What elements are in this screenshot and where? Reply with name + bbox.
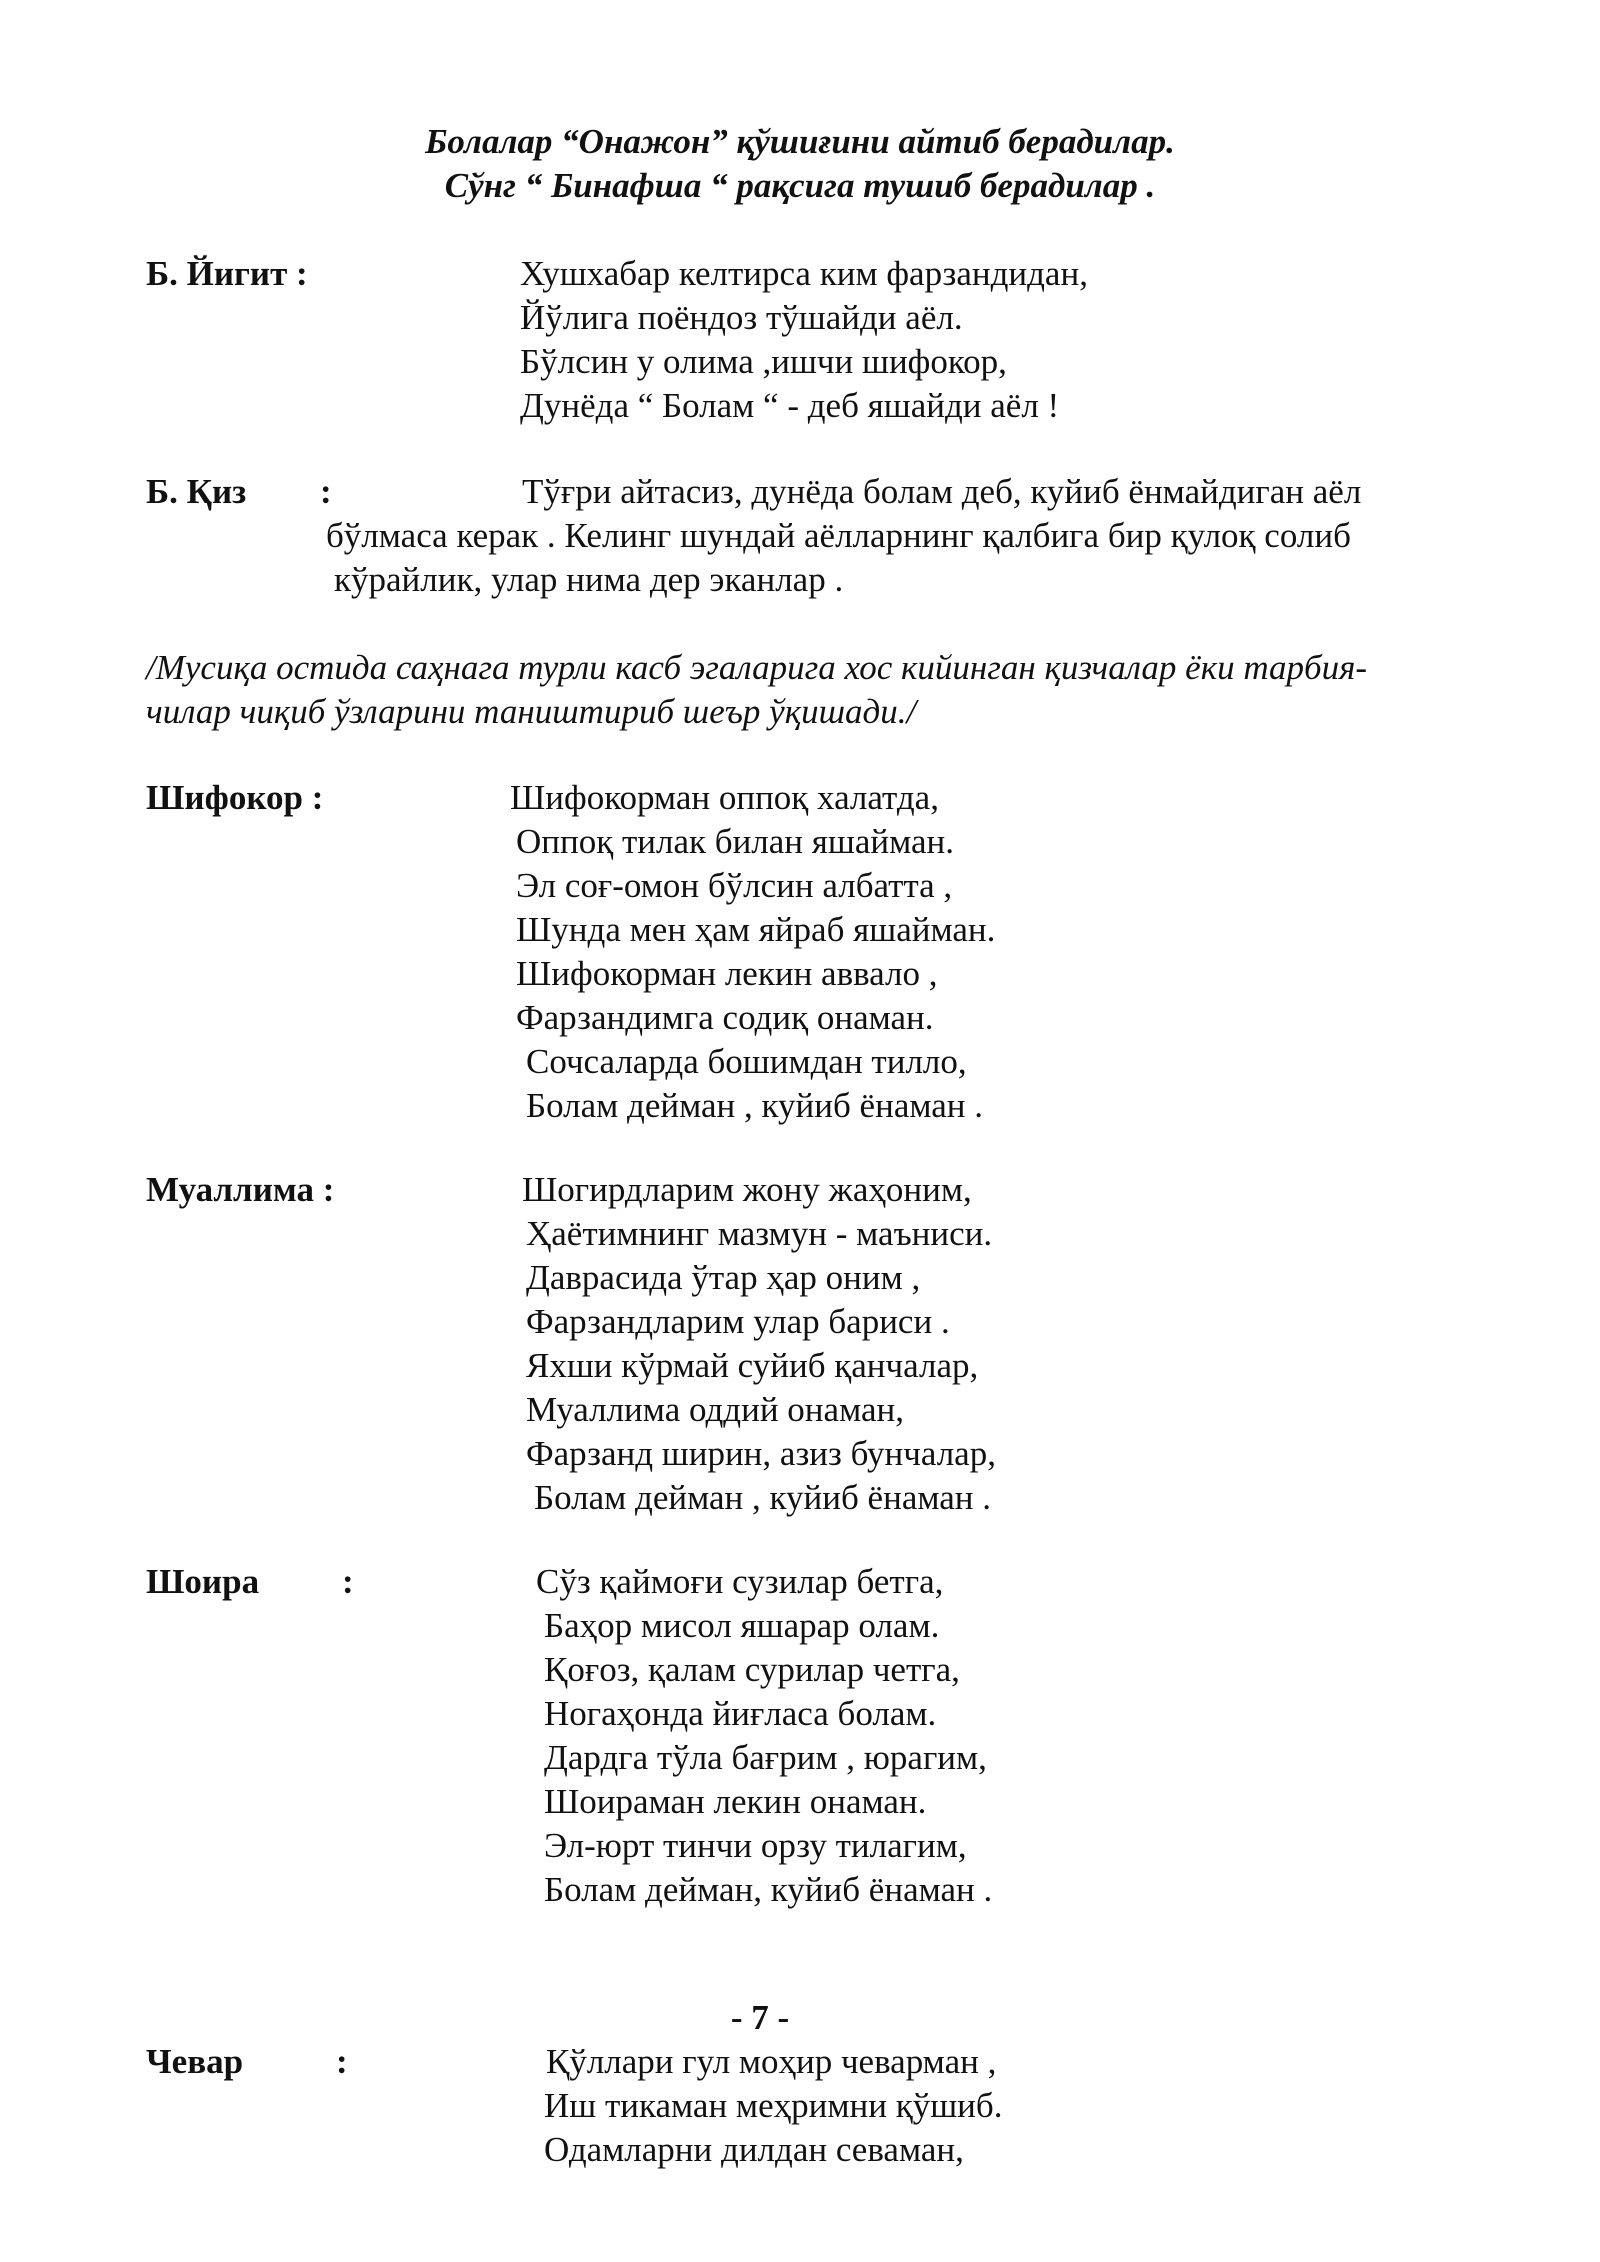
verse-line: Фарзандимга содиқ онаман. xyxy=(516,998,934,1037)
speaker-chevar: Чевар xyxy=(146,2042,244,2081)
verse-line: Ҳаётимнинг мазмун - маъниси. xyxy=(526,1214,993,1253)
verse-line: Йўлига поёндоз тўшайди аёл. xyxy=(520,298,963,337)
verse-line: Сўз қаймоғи сузилар бетга, xyxy=(536,1562,944,1601)
b-qiz-line-2: бўлмаса керак . Келинг шундай аёлларнинг қалбига бир қулоқ солиб xyxy=(326,516,1351,555)
stage-direction-line-1: /Мусиқа остида саҳнага турли касб эгаларига хос кийинган қизчалар ёки тарбия- xyxy=(146,648,1368,687)
page-number: - 7 - xyxy=(730,1998,790,2037)
verse-muallima xyxy=(522,1168,996,1520)
verse-chevar xyxy=(546,2040,1002,2172)
verse-line: Дардга тўла бағрим , юрагим, xyxy=(544,1738,987,1777)
verse-line: Баҳор мисол яшарар олам. xyxy=(544,1606,940,1645)
speaker-muallima: Муаллима : xyxy=(146,1170,335,1209)
verse-line: Хушхабар келтирса ким фарзандидан, xyxy=(520,254,1088,293)
speaker-colon: : xyxy=(336,2042,348,2081)
verse-shifokor xyxy=(510,776,995,1128)
speaker-colon: : xyxy=(320,472,332,511)
verse-b-yigit xyxy=(520,252,1088,428)
header-line-1: Болалар “Онажон” қўшиғини айтиб берадилар. xyxy=(425,122,1175,161)
verse-line: Даврасида ўтар ҳар оним , xyxy=(526,1258,921,1297)
verse-line: Ногаҳонда йиғласа болам. xyxy=(544,1694,937,1733)
verse-line: Фарзанд ширин, азиз бунчалар, xyxy=(526,1434,996,1473)
verse-line: Шоираман лекин онаман. xyxy=(544,1782,927,1821)
verse-line: Шунда мен ҳам яйраб яшайман. xyxy=(516,910,996,949)
verse-line: Қўллари гул моҳир чеварман , xyxy=(546,2042,997,2081)
verse-line: Муаллима оддий онаман, xyxy=(526,1390,904,1429)
verse-line: Болам дейман, куйиб ёнаман . xyxy=(544,1870,993,1909)
verse-line: Сочсаларда бошимдан тилло, xyxy=(526,1042,967,1081)
verse-line: Оппоқ тилак билан яшайман. xyxy=(516,822,955,861)
verse-line: Дунёда “ Болам “ - деб яшайди аёл ! xyxy=(520,386,1060,425)
verse-line: Шифокорман лекин аввало , xyxy=(516,954,938,993)
verse-line: Болам дейман , куйиб ёнаман . xyxy=(534,1478,992,1517)
verse-line: Шогирдларим жону жаҳоним, xyxy=(522,1170,972,1209)
verse-line: Эл-юрт тинчи орзу тилагим, xyxy=(544,1826,967,1865)
verse-line: Иш тикаман меҳримни қўшиб. xyxy=(544,2086,1003,2125)
verse-line: Бўлсин у олима ,ишчи шифокор, xyxy=(520,342,1007,381)
speaker-shifokor: Шифокор : xyxy=(146,778,324,817)
verse-line: Фарзандларим улар бариси . xyxy=(526,1302,950,1341)
b-qiz-line-3: кўрайлик, улар нима дер эканлар . xyxy=(334,560,844,599)
verse-line: Яхши кўрмай суйиб қанчалар, xyxy=(526,1346,979,1385)
verse-line: Эл соғ-омон бўлсин албатта , xyxy=(516,866,953,905)
header-line-2: Сўнг “ Бинафша “ рақсига тушиб берадилар . xyxy=(444,166,1156,205)
verse-line: Қоғоз, қалам сурилар четга, xyxy=(544,1650,960,1689)
stage-direction-line-2: чилар чиқиб ўзларини таништириб шеър ўқишади./ xyxy=(146,692,917,731)
verse-line: Болам дейман , куйиб ёнаман . xyxy=(526,1086,984,1125)
speaker-b-yigit: Б. Йигит : xyxy=(146,254,308,293)
verse-line: Одамларни дилдан севаман, xyxy=(544,2130,964,2169)
b-qiz-line-1: Тўғри айтасиз, дунёда болам деб, куйиб ёнмайдиган аёл xyxy=(522,472,1362,511)
speaker-b-qiz: Б. Қиз xyxy=(146,472,247,511)
speaker-colon: : xyxy=(342,1562,354,1601)
speaker-shoira: Шоира xyxy=(146,1562,260,1601)
verse-shoira xyxy=(536,1560,992,1912)
verse-line: Шифокорман оппоқ халатда, xyxy=(510,778,939,817)
